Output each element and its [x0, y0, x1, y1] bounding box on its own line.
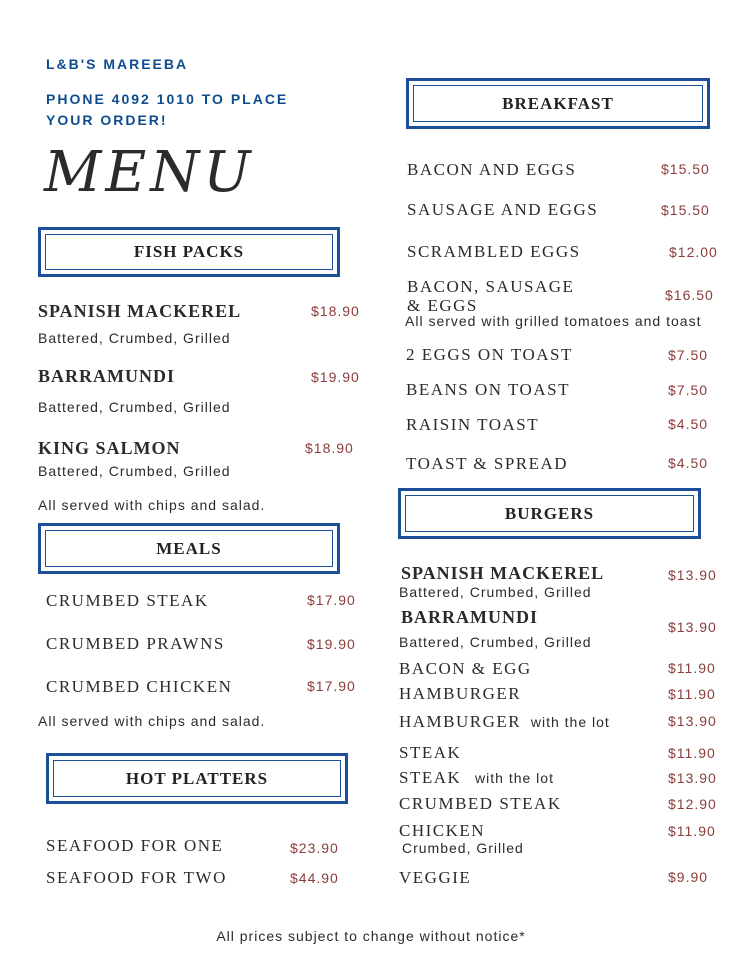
breakfast-item-name: BACON, SAUSAGE: [407, 277, 575, 296]
burger-price: $11.90: [668, 660, 716, 676]
meal-price: $19.90: [307, 636, 356, 652]
fish-pack-name: SPANISH MACKEREL: [38, 301, 242, 321]
fish-packs-heading-box: [38, 227, 340, 277]
burger-price: $12.90: [668, 796, 717, 812]
burger-name: [399, 712, 610, 732]
burger-name: BARRAMUNDI: [401, 607, 538, 627]
burger-name: CRUMBED STEAK: [399, 794, 562, 813]
burger-name: CHICKEN: [399, 821, 486, 840]
fish-packs-note: All served with chips and salad.: [38, 497, 266, 513]
burger-detail: Battered, Crumbed, Grilled: [399, 584, 592, 600]
platter-price: $23.90: [290, 840, 339, 856]
breakfast-item-price: $15.50: [661, 161, 710, 177]
burger-price: $13.90: [668, 567, 717, 583]
meals-heading-box: [38, 523, 340, 574]
burger-price: $9.90: [668, 869, 709, 885]
fish-pack-name: BARRAMUNDI: [38, 366, 175, 386]
platter-name: SEAFOOD FOR TWO: [46, 868, 227, 887]
burger-name: HAMBURGER: [399, 684, 522, 703]
breakfast-item-name: BACON AND EGGS: [407, 160, 577, 179]
price-disclaimer: All prices subject to change without notice*: [216, 928, 526, 944]
breakfast-item-name: RAISIN TOAST: [406, 415, 540, 434]
burger-name-suffix: with the lot: [475, 770, 554, 786]
fish-pack-detail: Battered, Crumbed, Grilled: [38, 330, 231, 346]
breakfast-item-price: $7.50: [668, 382, 709, 398]
hot-platters-heading: HOT PLATTERS: [53, 760, 341, 797]
breakfast-item-price: $7.50: [668, 347, 709, 363]
fish-packs-heading: FISH PACKS: [45, 234, 333, 270]
burger-price: $11.90: [668, 823, 716, 839]
burger-name: SPANISH MACKEREL: [401, 563, 605, 583]
fish-pack-detail: Battered, Crumbed, Grilled: [38, 463, 231, 479]
breakfast-item-name: & EGGS: [407, 296, 478, 315]
burger-price: $13.90: [668, 713, 717, 729]
breakfast-item-price: $4.50: [668, 455, 709, 471]
fish-pack-price: $18.90: [311, 303, 360, 319]
breakfast-item-name: 2 EGGS ON TOAST: [406, 345, 573, 364]
burger-detail: Battered, Crumbed, Grilled: [399, 634, 592, 650]
phone-line-1: PHONE 4092 1010 TO PLACE: [46, 91, 289, 107]
breakfast-item-name: SAUSAGE AND EGGS: [407, 200, 599, 219]
meal-name: CRUMBED PRAWNS: [46, 634, 225, 653]
burger-name: VEGGIE: [399, 868, 472, 887]
burger-price: $13.90: [668, 770, 717, 786]
menu-title: MENU: [44, 140, 255, 205]
breakfast-item-name: SCRAMBLED EGGS: [407, 242, 581, 261]
breakfast-item-name: BEANS ON TOAST: [406, 380, 570, 399]
burgers-heading: BURGERS: [405, 495, 694, 532]
burger-name-suffix: with the lot: [530, 714, 610, 730]
burger-detail: Crumbed, Grilled: [402, 840, 524, 856]
breakfast-heading: BREAKFAST: [413, 85, 703, 122]
breakfast-item-name: TOAST & SPREAD: [406, 454, 569, 473]
breakfast-item-price: $4.50: [668, 416, 709, 432]
brand-name: L&B'S MAREEBA: [46, 56, 189, 72]
burger-name-main: HAMBURGER: [399, 712, 522, 731]
fish-pack-price: $19.90: [311, 369, 360, 385]
burger-price: $11.90: [668, 745, 716, 761]
burger-name: STEAK: [399, 743, 462, 762]
breakfast-heading-box: [406, 78, 710, 129]
fish-pack-detail: Battered, Crumbed, Grilled: [38, 399, 231, 415]
meal-name: CRUMBED CHICKEN: [46, 677, 233, 696]
hot-platters-heading-box: [46, 753, 348, 804]
meal-price: $17.90: [307, 592, 356, 608]
burger-price: $11.90: [668, 686, 716, 702]
fish-pack-price: $18.90: [305, 440, 354, 456]
breakfast-item-price: $16.50: [665, 287, 714, 303]
meals-heading: MEALS: [45, 530, 333, 567]
meal-price: $17.90: [307, 678, 356, 694]
burger-name: [399, 768, 554, 788]
phone-line-2: YOUR ORDER!: [46, 112, 168, 128]
meal-name: CRUMBED STEAK: [46, 591, 209, 610]
breakfast-item-price: $15.50: [661, 202, 710, 218]
breakfast-item-price: $12.00: [669, 244, 718, 260]
platter-price: $44.90: [290, 870, 339, 886]
burgers-heading-box: [398, 488, 701, 539]
meals-note: All served with chips and salad.: [38, 713, 266, 729]
burger-price: $13.90: [668, 619, 717, 635]
breakfast-note: All served with grilled tomatoes and toast: [405, 313, 702, 329]
burger-name-main: STEAK: [399, 768, 462, 787]
platter-name: SEAFOOD FOR ONE: [46, 836, 224, 855]
burger-name: BACON & EGG: [399, 659, 532, 678]
fish-pack-name: KING SALMON: [38, 438, 181, 458]
